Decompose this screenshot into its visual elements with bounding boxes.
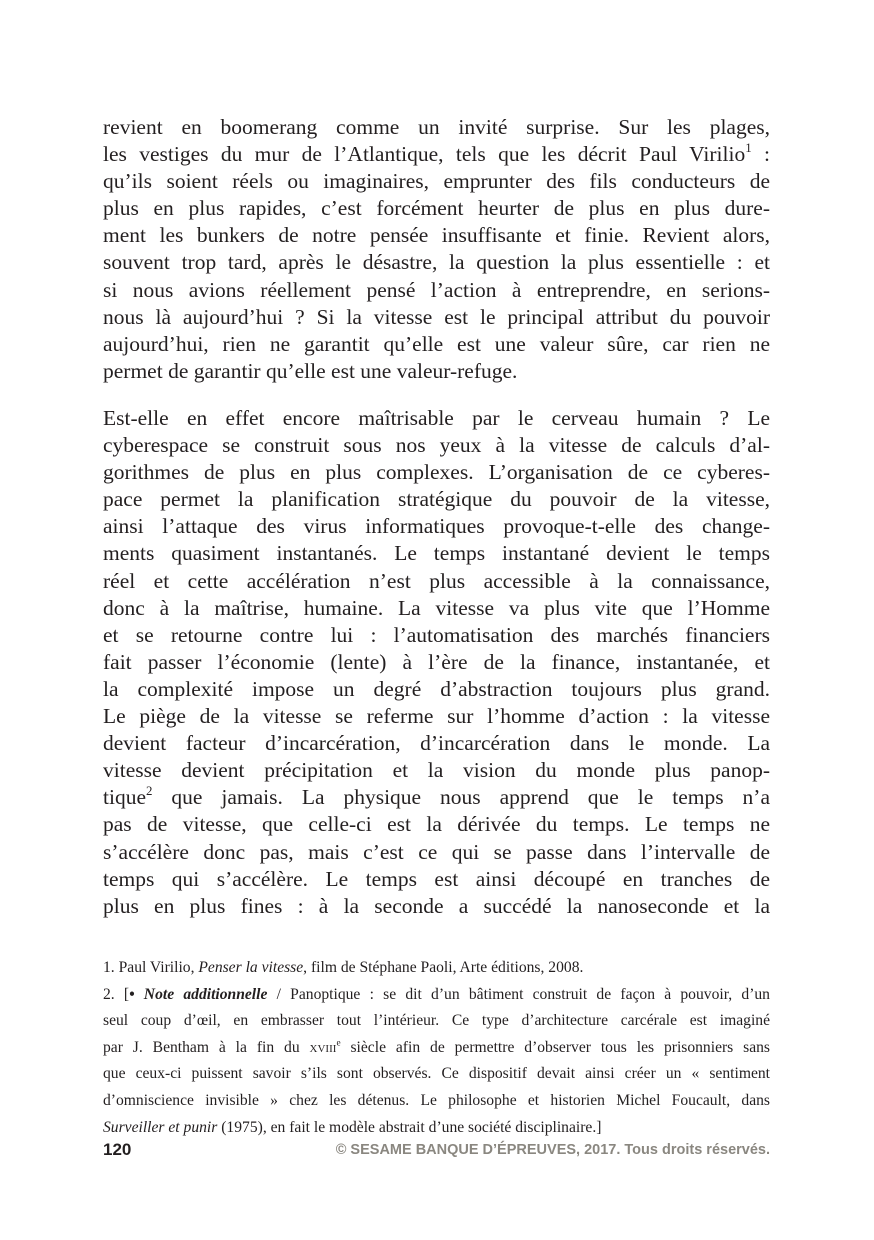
text-line: cyberespace se construit sous nos yeux à la vitesse de calculs d’al- (103, 433, 770, 458)
text-line (103, 784, 770, 811)
text-line: la complexité impose un degré d’abstraction toujours plus grand. (103, 676, 770, 701)
copyright-notice: © SESAME BANQUE D’ÉPREUVES, 2017. Tous droits réservés. (335, 1142, 770, 1158)
text-line: plus en plus fines : à la seconde a succédé la nanoseconde et la (103, 893, 770, 918)
text-line: revient en boomerang comme un invité surprise. Sur les plages, (103, 115, 770, 139)
book-title: Surveiller et punir (103, 1118, 218, 1136)
footnote-reference[interactable]: 2 (146, 784, 153, 799)
text-line: ments quasiment instantanés. Le temps instantané devient le temps (103, 541, 770, 566)
text-segment: tique (103, 785, 146, 810)
text-segment: que jamais. La physique nous apprend que le temps n’a (152, 785, 770, 810)
text-line: souvent trop tard, après le désastre, la question la plus essentielle : et (103, 250, 770, 275)
text-line: s’accélère donc pas, mais c’est ce qui se passe dans l’intervalle de (103, 839, 770, 864)
footnote-text: (1975), en fait le modèle abstrait d’une société disciplinaire.] (217, 1118, 602, 1136)
century-numeral: xviii (309, 1038, 337, 1056)
page-footer (103, 1140, 770, 1164)
text-line: et se retourne contre lui : l’automatisation des marchés financiers (103, 622, 770, 647)
footnote-2-line: d’omniscience invisible » chez les détenus. Le philosophe et historien Michel Foucault, dans (103, 1091, 770, 1109)
text-line: ment les bunkers de notre pensée insuffisante et finie. Revient alors, (103, 223, 770, 248)
text-line: pas de vitesse, que celle-ci est la dérivée du temps. Le temps ne (103, 812, 770, 837)
footnote-2-line (103, 982, 770, 1009)
text-line: si nous avions réellement pensé l’action à entreprendre, en serions- (103, 277, 770, 302)
text-line: ainsi l’attaque des virus informatiques provoque-t-elle des change- (103, 514, 770, 539)
text-line: temps qui s’accélère. Le temps est ainsi découpé en tranches de (103, 866, 770, 891)
footnote-text: par J. Bentham à la fin du (103, 1038, 310, 1056)
footnote-2-number: 2. [ (103, 985, 130, 1003)
text-line: devient facteur d’incarcération, d’incarcération dans le monde. La (103, 731, 770, 756)
text-segment: : (751, 142, 770, 167)
text-line: aujourd’hui, rien ne garantit qu’elle est une valeur sûre, car rien ne (103, 331, 770, 356)
text-line: nous là aujourd’hui ? Si la vitesse est le principal attribut du pouvoir (103, 304, 770, 329)
paragraph-1 (103, 114, 770, 385)
text-line: donc à la maîtrise, humaine. La vitesse va plus vite que l’Homme (103, 595, 770, 620)
footnote-2-line: que ceux-ci puissent savoir s’ils sont observés. Ce dispositif devait ainsi créer un « sentiment (103, 1065, 770, 1083)
century-suffix: e (336, 1038, 341, 1049)
footnote-reference[interactable]: 1 (745, 141, 752, 156)
text-line: plus en plus rapides, c’est forcément heurter de plus en plus dure- (103, 196, 770, 221)
paragraph-2 (103, 405, 770, 920)
text-line: pace permet la planification stratégique du pouvoir de la vitesse, (103, 487, 770, 512)
text-line: permet de garantir qu’elle est une valeur-refuge. (103, 358, 518, 383)
text-segment: les vestiges du mur de l’Atlantique, tels que les décrit Paul Virilio (103, 142, 746, 167)
footnote-1 (103, 955, 770, 982)
page-number: 120 (103, 1140, 132, 1159)
footnote-2-line: seul coup d’œil, en embrasser tout l’intérieur. Ce type d’architecture carcérale est imaginé (103, 1012, 770, 1030)
footnotes (103, 955, 770, 1141)
additional-note-label: • Note additionnelle (129, 985, 268, 1003)
text-line: fait passer l’économie (lente) à l’ère de la finance, instantanée, et (103, 649, 770, 674)
text-line: qu’ils soient réels ou imaginaires, emprunter des fils conducteurs de (103, 169, 770, 194)
footnote-2-line (103, 1035, 770, 1062)
footnote-1-title: Penser la vitesse (198, 959, 304, 976)
footnote-text: siècle afin de permettre d’observer tous les prisonniers sans (340, 1038, 770, 1056)
footnote-2-text: / Panoptique : se dit d’un bâtiment construit de façon à pouvoir, d’un (267, 985, 770, 1003)
footnote-2-line (103, 1115, 770, 1142)
text-line: Est-elle en effet encore maîtrisable par le cerveau humain ? Le (103, 406, 770, 430)
text-line: gorithmes de plus en plus complexes. L’organisation de ce cyberes- (103, 460, 770, 485)
text-line: réel et cette accélération n’est plus accessible à la connaissance, (103, 568, 770, 593)
text-line (103, 141, 770, 168)
text-line: Le piège de la vitesse se referme sur l’homme d’action : la vitesse (103, 704, 770, 729)
text-line: vitesse devient précipitation et la vision du monde plus panop- (103, 758, 770, 783)
footnote-1-number: 1. Paul Virilio, (103, 959, 199, 976)
footnote-1-text: , film de Stéphane Paoli, Arte éditions, 2008. (303, 959, 584, 976)
